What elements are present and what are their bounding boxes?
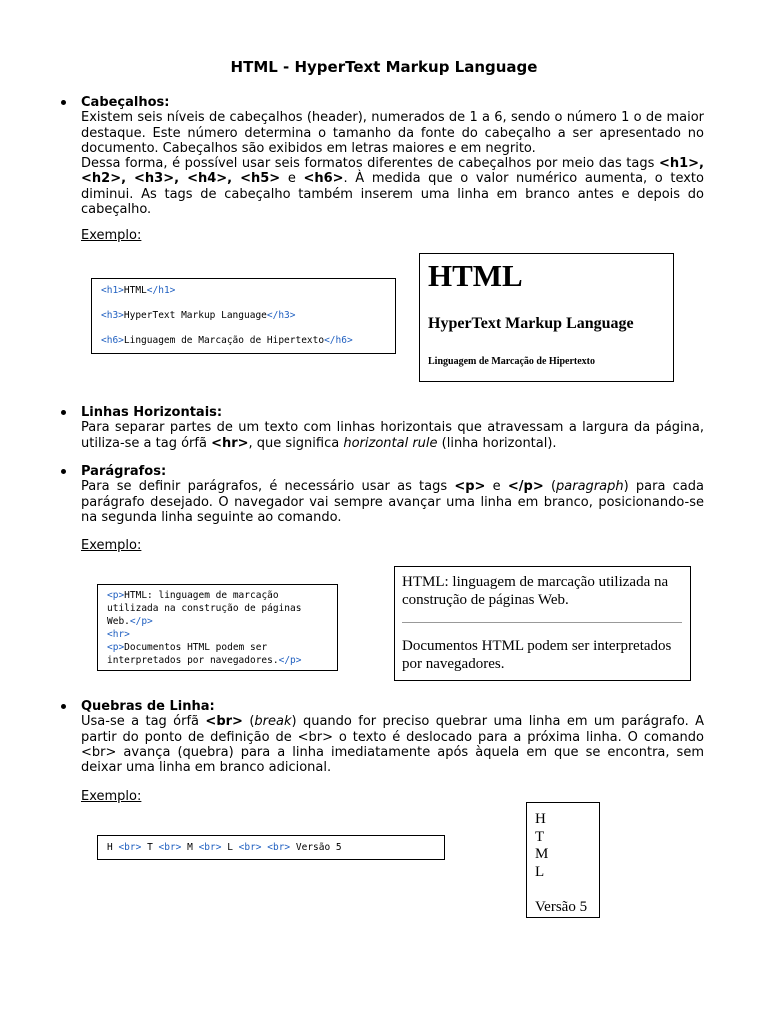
code-example-breaks — [97, 835, 445, 860]
exemplo-label: Exemplo: — [81, 789, 142, 804]
rendered-line: M — [535, 846, 549, 862]
section-title: Cabeçalhos: — [81, 95, 170, 110]
code-block — [107, 589, 301, 667]
code-example-headings — [91, 278, 396, 354]
code-line: <h3>HyperText Markup Language</h3> — [101, 310, 296, 321]
exemplo-label: Exemplo: — [81, 538, 142, 553]
blank-line — [535, 881, 587, 899]
rendered-headings — [419, 253, 674, 382]
section-title: Linhas Horizontais: — [81, 405, 223, 420]
rendered-breaks — [526, 802, 600, 918]
code-line: <hr> — [107, 629, 130, 640]
section-text: Existem seis níveis de cabeçalhos (header), numerados de 1 a 6, sendo o número 1 o de maior destaque. Este número determina o tamanho da fonte do cabeçalho a ser apresentado no documento. Cabeçalhos são exibidos em letras maiores e em negrito. — [81, 110, 704, 156]
rendered-hr — [402, 622, 682, 623]
rendered-line: H — [535, 811, 546, 827]
rendered-paragraphs — [394, 566, 691, 681]
bullet-icon — [61, 469, 66, 474]
section-paragrafos — [81, 464, 704, 525]
code-line: Web.</p> — [107, 616, 153, 627]
rendered-line: L — [535, 863, 545, 880]
section-quebras — [81, 699, 704, 775]
exemplo-label: Exemplo: — [81, 228, 142, 243]
bullet-icon — [61, 410, 66, 415]
rendered-h3: HyperText Markup Language — [428, 315, 634, 332]
code-example-paragraphs — [97, 584, 338, 671]
bullet-icon — [61, 704, 66, 709]
section-text: Usa-se a tag órfã <br> (break) quando for preciso quebrar uma linha em um parágrafo. A partir do ponto de definição de <br> o texto é deslocado para a próxima linha. O comando <br> avança (quebra) para a linha imediatamente após àquela em que se encontra, sem deixar uma linha em branco adicional. — [81, 714, 704, 776]
rendered-line: Versão 5 — [535, 898, 588, 915]
rendered-paragraph: Documentos HTML podem ser interpretados por navegadores. — [402, 638, 672, 672]
rendered-paragraph: HTML: linguagem de marcação utilizada na construção de páginas Web. — [402, 574, 669, 608]
bullet-icon — [61, 100, 66, 105]
section-cabecalhos — [81, 95, 704, 217]
rendered-h6: Linguagem de Marcação de Hipertexto — [428, 356, 596, 367]
code-line: interpretados por navegadores.</p> — [107, 655, 302, 666]
page-title: HTML - HyperText Markup Language — [230, 58, 538, 76]
section-text: Para se definir parágrafos, é necessário usar as tags <p> e </p> (paragraph) para cada parágrafo desejado. O navegador vai sempre avançar uma linha em branco, posicionando-se na segunda linha seguinte ao comando. — [81, 479, 704, 525]
code-line: <h1>HTML</h1> — [101, 285, 176, 296]
section-text: Para separar partes de um texto com linhas horizontais que atravessam a largura da página, utiliza-se a tag órfã <hr>, que significa horizontal rule (linha horizontal). — [81, 420, 704, 451]
section-title: Parágrafos: — [81, 464, 167, 479]
code-line: <p>HTML: linguagem de marcação — [107, 590, 279, 601]
code-line: utilizada na construção de páginas — [107, 603, 302, 614]
rendered-line: T — [535, 828, 545, 845]
section-linhas — [81, 405, 704, 451]
code-line: <p>Documentos HTML podem ser — [107, 642, 268, 653]
rendered-lines — [535, 811, 587, 916]
section-text-2: Dessa forma, é possível usar seis formatos diferentes de cabeçalhos por meio das tags <h1>, <h2>, <h3>, <h4>, <h5> e <h6>. À medida que o valor numérico aumenta, o texto diminui. As tags de cabeçalho também inserem uma linha em branco antes e depois do cabeçalho. — [81, 156, 704, 218]
rendered-h1: HTML — [428, 258, 523, 293]
section-title: Quebras de Linha: — [81, 699, 215, 714]
code-line: <h6>Linguagem de Marcação de Hipertexto</h6> — [101, 335, 353, 346]
code-line: H <br> T <br> M <br> L <br> <br> Versão 5 — [107, 842, 342, 853]
